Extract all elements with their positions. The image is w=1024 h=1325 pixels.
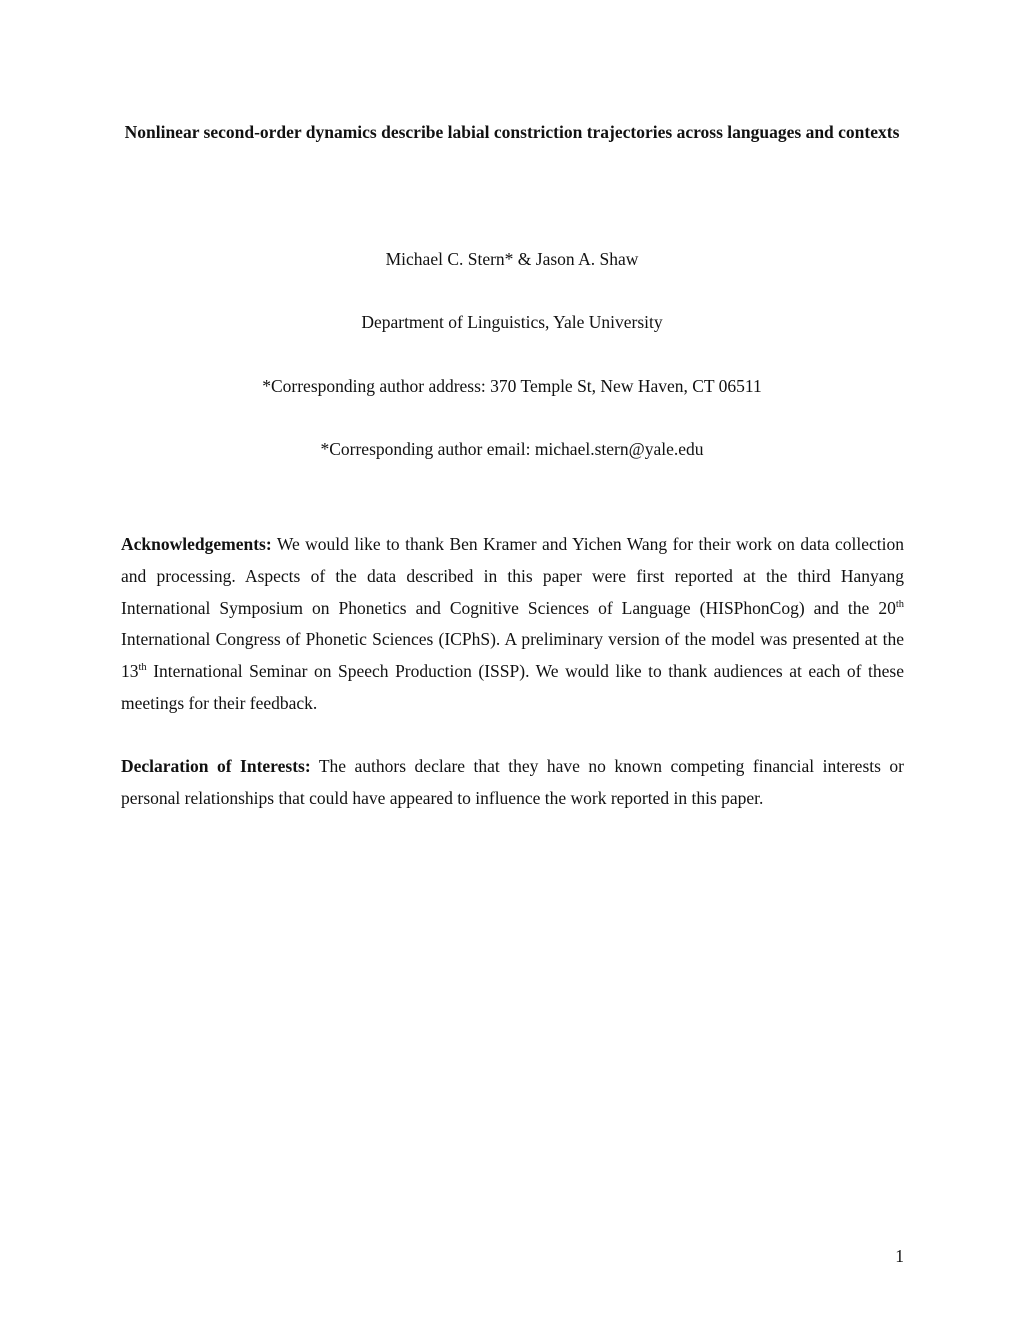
corresponding-email: *Corresponding author email: michael.stern@yale.edu bbox=[320, 439, 704, 459]
paper-title: Nonlinear second-order dynamics describe labial constriction trajectories across languages and contexts bbox=[124, 122, 900, 142]
page-number: 1 bbox=[895, 1246, 904, 1266]
ordinal-suffix-1: th bbox=[895, 598, 904, 610]
declaration-heading: Declaration of Interests: bbox=[121, 756, 311, 776]
acknowledgements-text-1: We would like to thank Ben Kramer and Yichen Wang for their work on data collection and processing. Aspects of the data described in this paper were first reported at the third Hanyang International Symposium on Phonetics and Cognitive Sciences of Language (HISPhonCog) and the 20 bbox=[121, 534, 904, 618]
corresponding-address: *Corresponding author address: 370 Temple St, New Haven, CT 06511 bbox=[262, 376, 762, 396]
declaration-text: The authors declare that they have no known competing financial interests or personal relationships that could have appeared to influence the work reported in this paper. bbox=[121, 756, 904, 808]
acknowledgements-text-2: International Congress of Phonetic Sciences (ICPhS). A preliminary version of the model was presented at the 13 bbox=[121, 629, 904, 682]
acknowledgements-paragraph bbox=[121, 529, 904, 720]
acknowledgements-heading: Acknowledgements: bbox=[121, 534, 272, 554]
ordinal-suffix-2: th bbox=[138, 662, 147, 674]
acknowledgements-text-3: International Seminar on Speech Production (ISSP). We would like to thank audiences at each of these meetings for their feedback. bbox=[121, 661, 904, 713]
affiliation: Department of Linguistics, Yale University bbox=[361, 312, 663, 332]
declaration-paragraph bbox=[121, 751, 904, 815]
authors: Michael C. Stern* & Jason A. Shaw bbox=[385, 249, 639, 269]
